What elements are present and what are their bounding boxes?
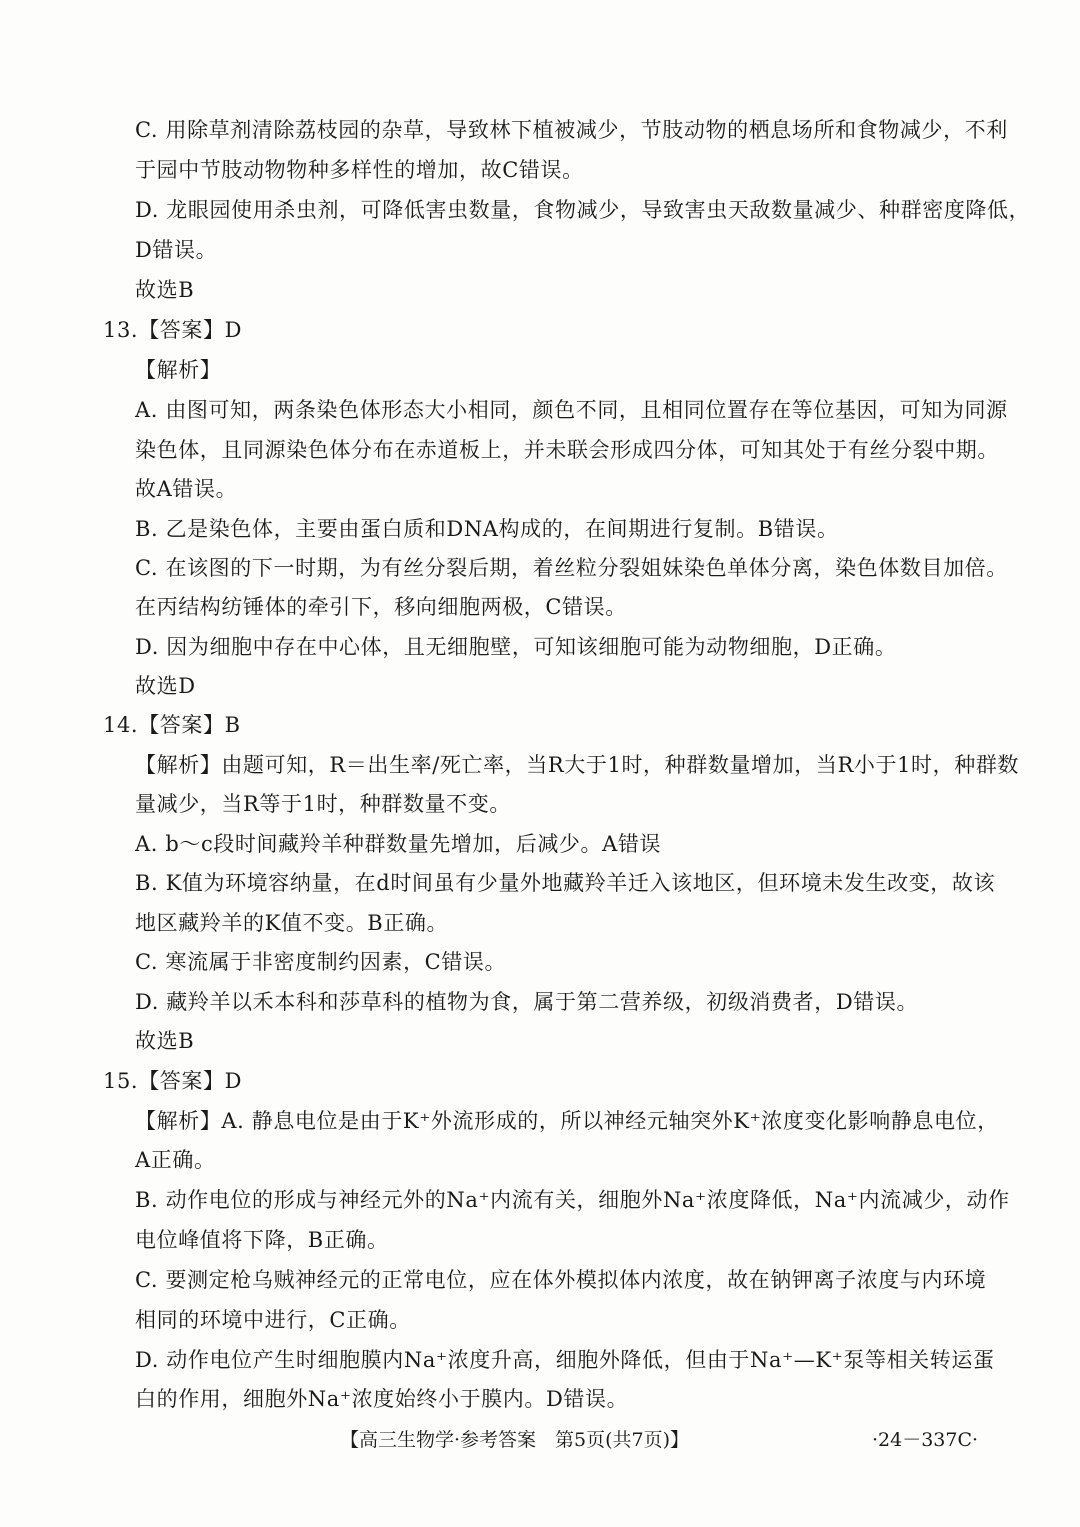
text-line: A. b～c段时间藏羚羊种群数量先增加，后减少。A错误 — [135, 832, 662, 856]
footer-title: 【高三生物学·参考答案 第5页(共7页)】 — [340, 1429, 690, 1451]
text-line: 故选D — [135, 674, 196, 698]
text-line: 故选B — [135, 1029, 195, 1053]
text-line: 量减少，当R等于1时，种群数量不变。 — [135, 792, 511, 816]
text-line: C. 寒流属于非密度制约因素，C错误。 — [135, 950, 507, 974]
text-line: A正确。 — [135, 1148, 216, 1172]
text-line: 在丙结构纺锤体的牵引下，移向细胞两极，C错误。 — [135, 595, 627, 619]
text-line: 白的作用，细胞外Na⁺浓度始终小于膜内。D错误。 — [135, 1387, 629, 1411]
text-line: B. K值为环境容纳量，在d时间虽有少量外地藏羚羊迁入该地区，但环境未发生改变，故该 — [135, 871, 996, 895]
text-line: 【解析】由题可知，R＝出生率/死亡率，当R大于1时，种群数量增加，当R小于1时，种群数 — [135, 753, 1020, 777]
text-line: 相同的环境中进行，C正确。 — [135, 1308, 411, 1332]
text-line: D. 动作电位产生时细胞膜内Na⁺浓度升高，细胞外降低，但由于Na⁺—K⁺泵等相关转运蛋 — [135, 1348, 995, 1372]
text-line: A. 由图可知，两条染色体形态大小相同，颜色不同，且相同位置存在等位基因，可知为同源 — [135, 398, 1008, 422]
text-line: 故A错误。 — [135, 477, 238, 501]
question-14-answer: 14.【答案】B — [103, 713, 241, 737]
text-line: B. 乙是染色体，主要由蛋白质和DNA构成的，在间期进行复制。B错误。 — [135, 517, 839, 541]
text-line: B. 动作电位的形成与神经元外的Na⁺内流有关，细胞外Na⁺浓度降低，Na⁺内流减少，动作 — [135, 1188, 1010, 1212]
text-line: 【解析】A. 静息电位是由于K⁺外流形成的，所以神经元轴突外K⁺浓度变化影响静息电位， — [135, 1109, 999, 1133]
question-15-answer: 15.【答案】D — [103, 1069, 243, 1093]
text-line: 电位峰值将下降，B正确。 — [135, 1228, 389, 1252]
analysis-heading: 【解析】 — [135, 358, 222, 382]
footer-code: ·24－337C· — [872, 1429, 979, 1451]
text-line: 于园中节肢动物物种多样性的增加，故C错误。 — [135, 158, 584, 182]
text-line: D错误。 — [135, 238, 218, 262]
text-line: 地区藏羚羊的K值不变。B正确。 — [135, 911, 449, 935]
text-line: D. 龙眼园使用杀虫剂，可降低害虫数量，食物减少，导致害虫天敌数量减少、种群密度降低， — [135, 198, 1031, 222]
text-line: D. 因为细胞中存在中心体，且无细胞壁，可知该细胞可能为动物细胞，D正确。 — [135, 635, 897, 659]
text-line: 故选B — [135, 278, 195, 302]
question-13-answer: 13.【答案】D — [103, 318, 243, 342]
text-line: C. 要测定枪乌贼神经元的正常电位，应在体外模拟体内浓度，故在钠钾离子浓度与内环境 — [135, 1268, 987, 1292]
text-line: D. 藏羚羊以禾本科和莎草科的植物为食，属于第二营养级，初级消费者，D错误。 — [135, 990, 919, 1014]
text-line: C. 在该图的下一时期，为有丝分裂后期，着丝粒分裂姐妹染色单体分离，染色体数目加倍。 — [135, 556, 1008, 580]
text-line: C. 用除草剂清除荔枝园的杂草，导致林下植被减少，节肢动物的栖息场所和食物减少，不利 — [135, 118, 1008, 142]
text-line: 染色体，且同源染色体分布在赤道板上，并未联会形成四分体，可知其处于有丝分裂中期。 — [135, 438, 999, 462]
